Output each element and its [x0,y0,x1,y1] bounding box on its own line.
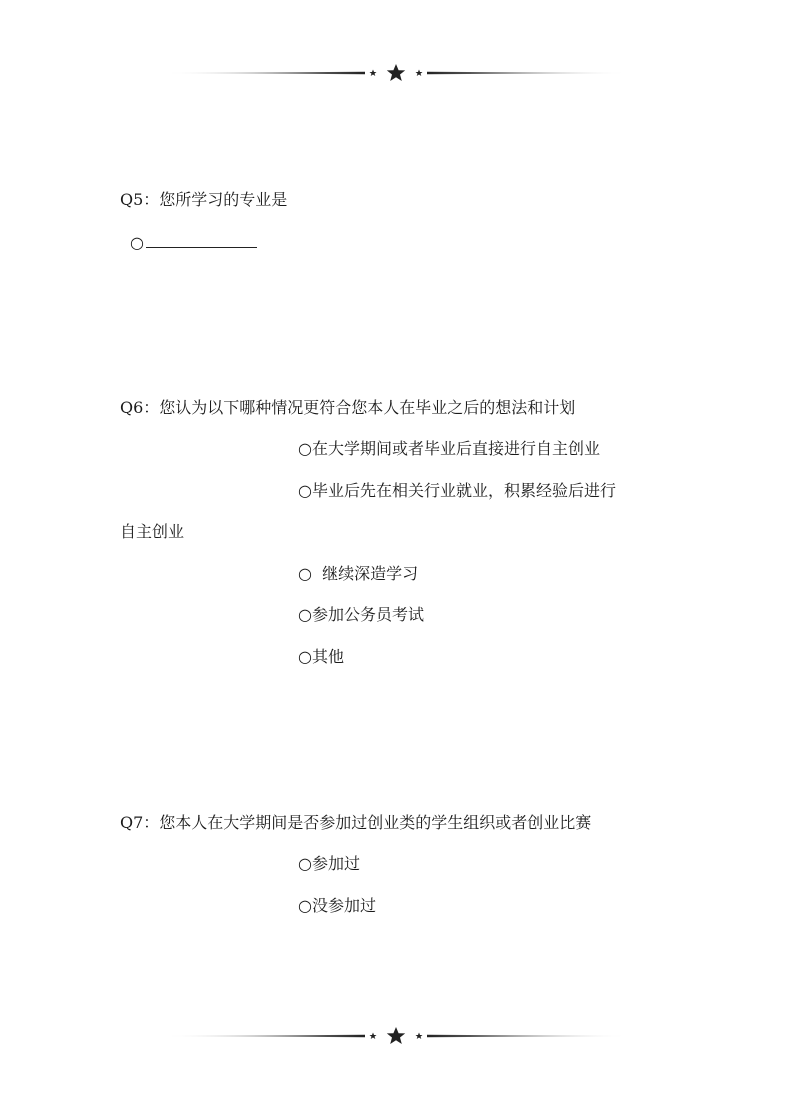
top-divider-ornament [165,63,627,83]
q6-option-3[interactable]: ○ 继续深造学习 [298,564,419,583]
q6-option-2-continuation: 自主创业 [120,522,185,541]
q6-option-2[interactable]: ○毕业后先在相关行业就业，积累经验后进行 [298,481,616,500]
star-divider-icon [165,63,627,83]
star-divider-icon [165,1026,627,1046]
bottom-divider-ornament [165,1026,627,1046]
q5-question: Q5：您所学习的专业是 [120,190,288,209]
q6-option-5[interactable]: ○其他 [298,647,344,666]
radio-circle-icon[interactable]: ○ [130,233,144,252]
q5-blank-line[interactable] [146,231,257,248]
q7-option-1[interactable]: ○参加过 [298,854,360,873]
q7-question: Q7：您本人在大学期间是否参加过创业类的学生组织或者创业比赛 [120,813,592,832]
q5-answer-field[interactable] [130,231,257,254]
q6-option-4[interactable]: ○参加公务员考试 [298,605,424,624]
q6-question: Q6：您认为以下哪种情况更符合您本人在毕业之后的想法和计划 [120,398,576,417]
q6-option-1[interactable]: ○在大学期间或者毕业后直接进行自主创业 [298,439,600,458]
q7-option-2[interactable]: ○没参加过 [298,896,376,915]
